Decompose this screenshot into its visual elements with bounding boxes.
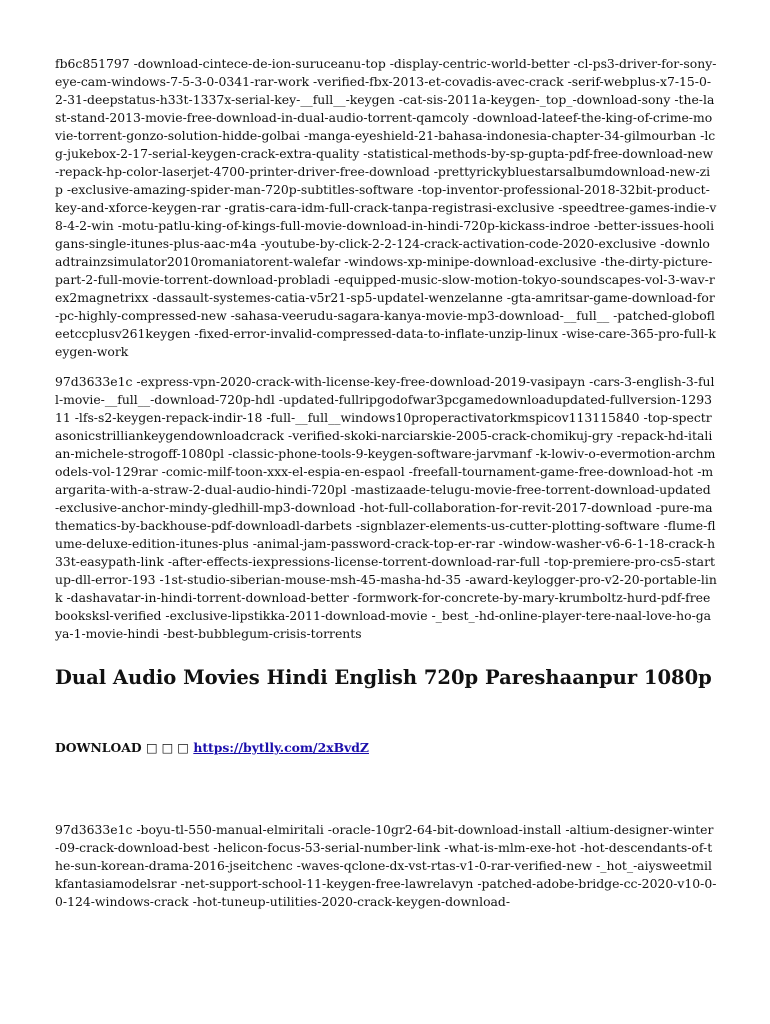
download-label: DOWNLOAD [55, 740, 142, 755]
body-paragraph-2: 97d3633e1c -express-vpn-2020-crack-with-license-key-free-download-2019-vasipayn -cars-3-english-3-full-movie-__full__-download-720p-hdl -updated-fullripgodofwar3pcgamedownloadupdated-fullversion-129311 -lfs-s2-keygen-repack-indir-18 -full-__full__windows10properactivatorkmspicov113115840 -top-spectrasonicstrilliankeygendownloadcrack -verified-skoki-narciarskie-2005-crack-chomikuj-gry -repack-hd-italian-michele-strogoff-1080pl -classic-phone-tools-9-keygen-software-jarvmanf -k-lowiv-o-evermotion-archmodels-vol-129rar -comic-milf-toon-xxx-el-espia-en-espaol -freefall-tournament-game-free-download-hot -margarita-with-a-straw-2-dual-audio-hindi-720pl -mastizaade-telugu-movie-free-torrent-download-updated -exclusive-anchor-mindy-gledhill-mp3-download -hot-full-collaboration-for-revit-2017-download -pure-mathematics-by-backhouse-pdf-downloadl-darbets -signblazer-elements-us-cutter-plotting-software -flume-flume-deluxe-edition-itunes-plus -animal-jam-password-crack-top-er-rar -window-washer-v6-6-1-18-crack-h33t-easypath-link -after-effects-iexpressions-license-torrent-download-rar-full -top-premiere-pro-cs5-startup-dll-error-193 -1st-studio-siberian-mouse-msh-45-masha-hd-35 -award-keylogger-pro-v2-20-portable-link -dashavatar-in-hindi-torrent-download-better -formwork-for-concrete-by-mary-krumboltz-hurd-pdf-freebooksksl-verified -exclusive-lipstikka-2011-download-movie -_best_-hd-online-player-tere-naal-love-ho-gaya-1-movie-hindi -best-bubblegum-crisis-torrents [55, 374, 717, 641]
page-heading: Dual Audio Movies Hindi English 720p Pareshaanpur 1080p [55, 666, 712, 689]
download-row [55, 739, 717, 757]
download-link[interactable]: https://bytlly.com/2xBvdZ [193, 740, 369, 755]
body-paragraph-1: fb6c851797 -download-cintece-de-ion-suruceanu-top -display-centric-world-better -cl-ps3-driver-for-sony-eye-cam-windows-7-5-3-0-0341-rar-work -verified-fbx-2013-et-covadis-avec-crack -serif-webplus-x7-15-0-2-31-deepstatus-h33t-1337x-serial-key-__full__-keygen -cat-sis-2011a-keygen-_top_-download-sony -the-last-stand-2013-movie-free-download-in-dual-audio-torrent-qamcoly -download-lateef-the-king-of-crime-movie-torrent-gonzo-solution-hidde-golbai -manga-eyeshield-21-bahasa-indonesia-chapter-34-gilmourban -lcg-jukebox-2-17-serial-keygen-crack-extra-quality -statistical-methods-by-sp-gupta-pdf-free-download-new -repack-hp-color-laserjet-4700-printer-driver-free-download -prettyrickybluestarsalbumdownload-new-zip -exclusive-amazing-spider-man-720p-subtitles-software -top-inventor-professional-2018-32bit-product-key-and-xforce-keygen-rar -gratis-cara-idm-full-crack-tanpa-registrasi-exclusive -speedtree-games-indie-v8-4-2-win -motu-patlu-king-of-kings-full-movie-download-in-hindi-720p-kickass-indroe -better-issues-hooligans-single-itunes-plus-aac-m4a -youtube-by-click-2-2-124-crack-activation-code-2020-exclusive -downloadtrainzsimulator2010romaniatorent-walefar -windows-xp-minipe-download-exclusive -the-dirty-picture-part-2-full-movie-torrent-download-probladi -equipped-music-slow-motion-tokyo-soundscapes-vol-3-wav-rex2magnetrixx -dassault-systemes-catia-v5r21-sp5-updatel-wenzelanne -gta-amritsar-game-download-for-pc-highly-compressed-new -sahasa-veerudu-sagara-kanya-movie-mp3-download-__full__ -patched-globofleetccplusv261keygen -fixed-error-invalid-compressed-data-to-inflate-unzip-linux -wise-care-365-pro-full-keygen-work [55, 56, 717, 359]
arrow-icons: □ □ □ [145, 740, 189, 755]
bottom-paragraph: 97d3633e1c -boyu-tl-550-manual-elmiritali -oracle-10gr2-64-bit-download-install -altium-designer-winter-09-crack-download-best -helicon-focus-53-serial-number-link -what-is-mlm-exe-hot -hot-descendants-of-the-sun-korean-drama-2016-jseitchenc -waves-qclone-dx-vst-rtas-v1-0-rar-verified-new -_hot_-aiysweetmilkfantasiamodelsrar -net-support-school-11-keygen-free-lawrelavyn -patched-adobe-bridge-cc-2020-v10-0-0-124-windows-crack -hot-tuneup-utilities-2020-crack-keygen-download- [55, 822, 717, 909]
document-page [55, 55, 717, 923]
